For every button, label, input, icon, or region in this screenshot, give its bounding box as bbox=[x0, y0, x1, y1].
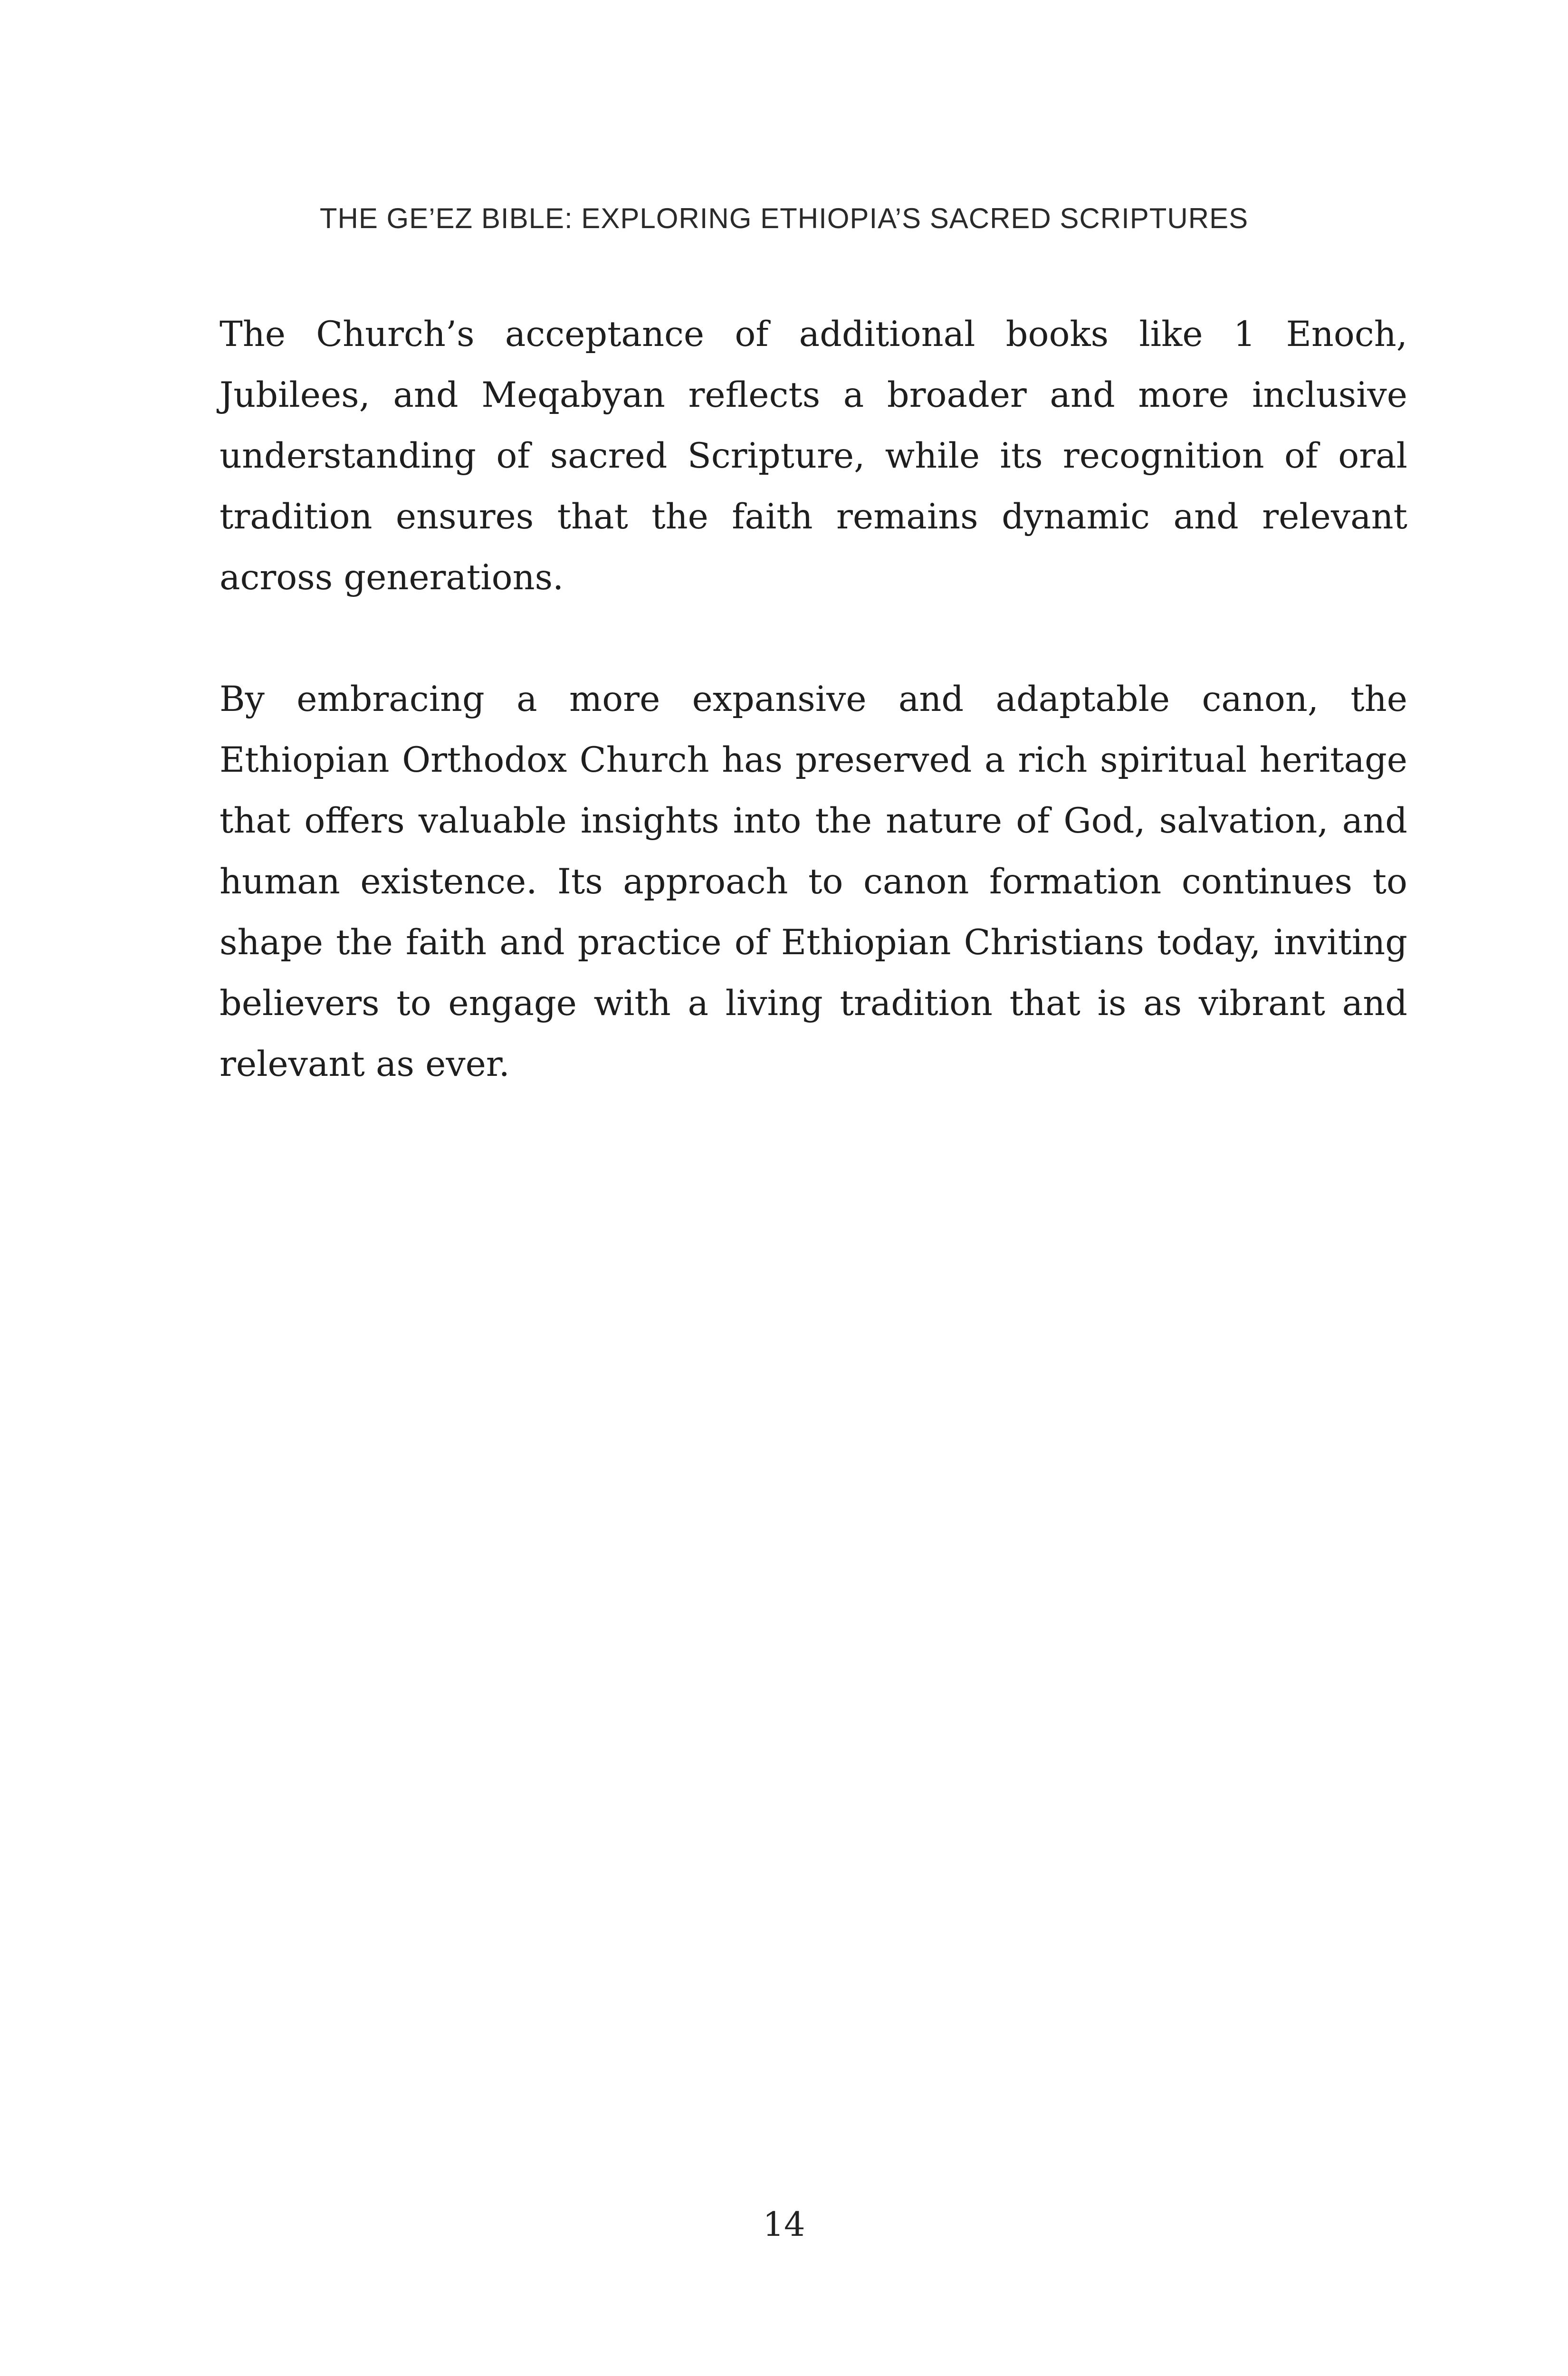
paragraph-1: The Church’s acceptance of additional books like 1 Enoch, Jubilees, and Meqabyan reflects a broader and more inclusive understanding of sacred Scripture, while its recognition of oral tradition ensures that the faith remains dynamic and relevant across generations. bbox=[220, 314, 1407, 598]
paragraph-2: By embracing a more expansive and adaptable canon, the Ethiopian Orthodox Church has preserved a rich spiritual heritage that offers valuable insights into the nature of God, salvation, and human existence. Its approach to canon formation continues to shape the faith and practice of Ethiopian Christians today, inviting believers to engage with a living tradition that is as vibrant and relevant as ever. bbox=[220, 679, 1407, 1084]
body-text bbox=[220, 304, 1407, 1156]
running-header: THE GE’EZ BIBLE: EXPLORING ETHIOPIA’S SACRED SCRIPTURES bbox=[319, 202, 1249, 234]
page-number: 14 bbox=[763, 2205, 805, 2244]
